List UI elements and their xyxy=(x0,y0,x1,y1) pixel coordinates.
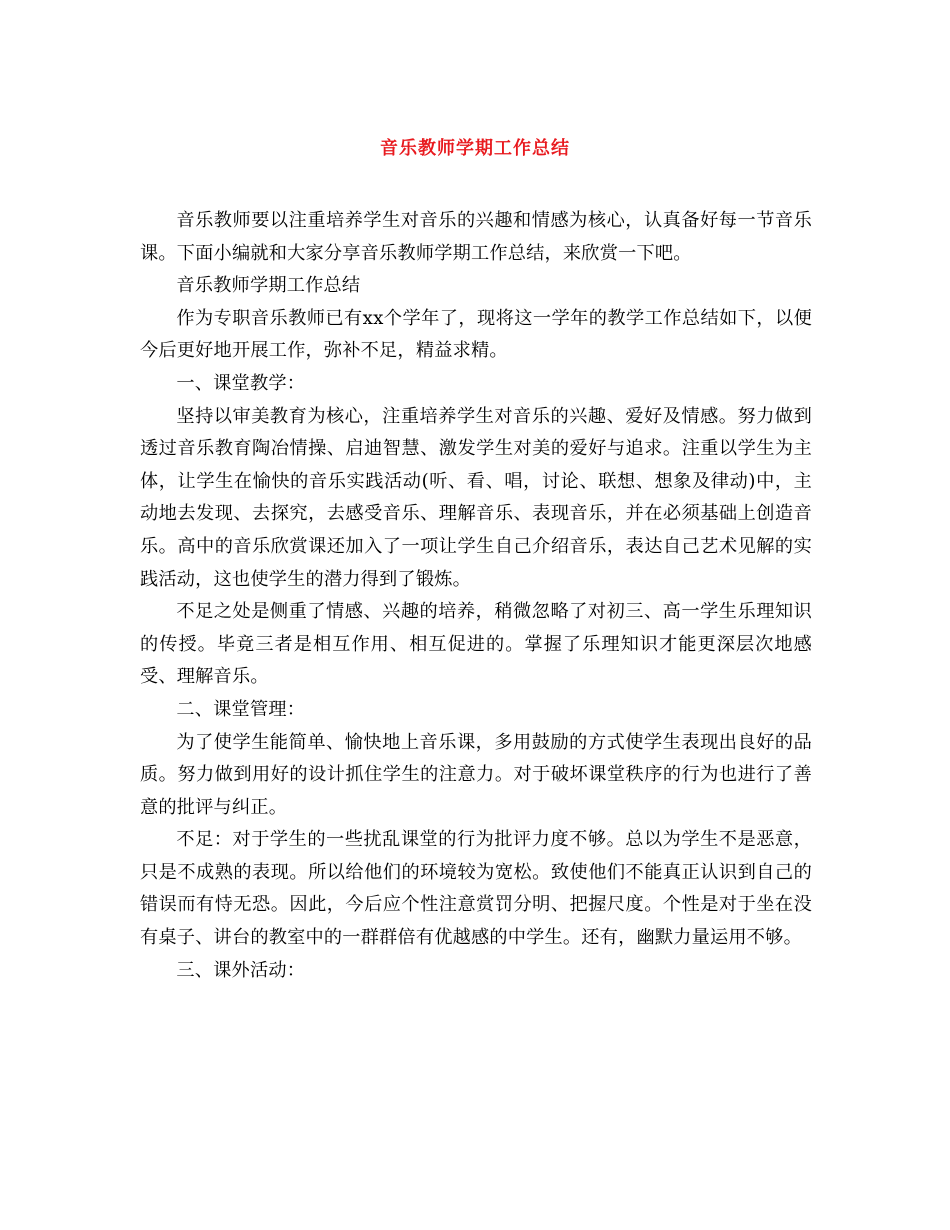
section-heading-classroom-management: 二、课堂管理： xyxy=(176,698,306,720)
document-body xyxy=(140,205,812,987)
document-title: 音乐教师学期工作总结 xyxy=(380,138,570,159)
paragraph-management-shortcomings: 不足：对于学生的一些扰乱课堂的行为批评力度不够。总以为学生不是恶意，只是不成熟的表现。所以给他们的环境较为宽松。致使他们不能真正认识到自己的错误而有恃无恐。因此，今后应个性注意赏罚分明、把握尺度。个性是对于坐在没有桌子、讲台的教室中的一群群倍有优越感的中学生。还有，幽默力量运用不够。 xyxy=(140,829,812,949)
paragraph-classroom-management: 为了使学生能简单、愉快地上音乐课，多用鼓励的方式使学生表现出良好的品质。努力做到用好的设计抓住学生的注意力。对于破坏课堂秩序的行为也进行了善意的批评与纠正。 xyxy=(140,731,812,818)
section-heading-extracurricular: 三、课外活动： xyxy=(176,959,306,981)
paragraph-subtitle: 音乐教师学期工作总结 xyxy=(176,275,361,297)
paragraph-intro: 音乐教师要以注重培养学生对音乐的兴趣和情感为核心，认真备好每一节音乐课。下面小编就和大家分享音乐教师学期工作总结，来欣赏一下吧。 xyxy=(140,210,812,264)
paragraph-classroom-teaching: 坚持以审美教育为核心，注重培养学生对音乐的兴趣、爱好及情感。努力做到透过音乐教育陶冶情操、启迪智慧、激发学生对美的爱好与追求。注重以学生为主体，让学生在愉快的音乐实践活动(听、看、唱，讨论、联想、想象及律动)中，主动地去发现、去探究，去感受音乐、理解音乐、表现音乐，并在必须基础上创造音乐。高中的音乐欣赏课还加入了一项让学生自己介绍音乐，表达自己艺术见解的实践活动，这也使学生的潜力得到了锻炼。 xyxy=(140,405,812,590)
paragraph-overview: 作为专职音乐教师已有xx个学年了，现将这一学年的教学工作总结如下，以便今后更好地开展工作，弥补不足，精益求精。 xyxy=(140,307,812,362)
section-heading-classroom-teaching: 一、课堂教学： xyxy=(176,372,306,394)
paragraph-teaching-shortcomings: 不足之处是侧重了情感、兴趣的培养，稍微忽略了对初三、高一学生乐理知识的传授。毕竟三者是相互作用、相互促进的。掌握了乐理知识才能更深层次地感受、理解音乐。 xyxy=(140,601,812,688)
